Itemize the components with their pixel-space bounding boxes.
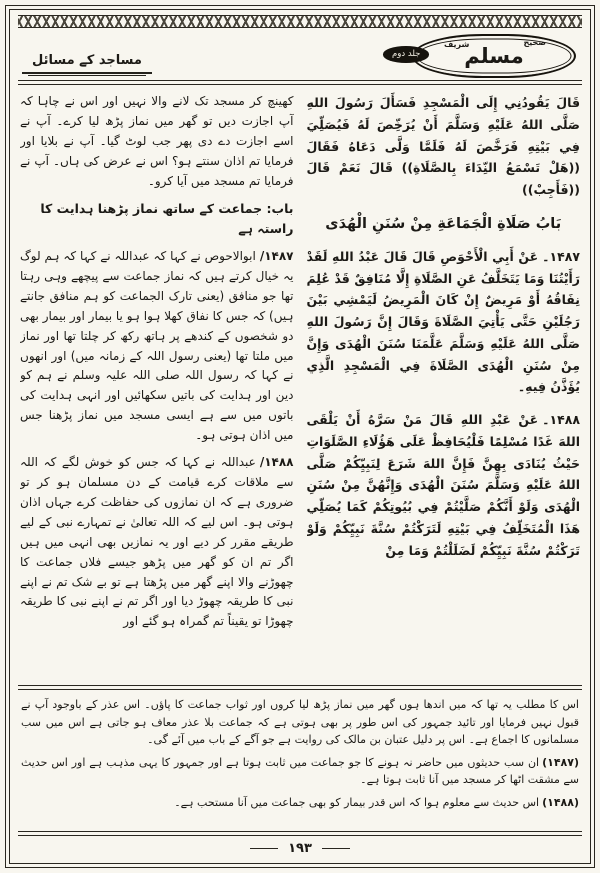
page-footer [18,837,582,859]
hadith-text: عَنْ أَبِي الْأَحْوَصِ قَالَ قَالَ عَبْدُ اللهِ لَقَدْ رَأَيْتُنَا وَمَا يَتَخَلَّفُ عَنِ الصَّلَاةِ إِلَّا مُنَافِقٌ قَدْ عُلِمَ نِفَاقُهُ أَوْ مَرِيضٌ إِنْ كَانَ الْمَرِيضُ لَيَمْشِي بَيْنَ رَجُلَيْنِ حَتَّى يَأْتِيَ الصَّلَاةَ وَقَالَ إِنَّ رَسُولَ اللهِ صَلَّى اللهُ عَلَيْهِ وَسَلَّمَ عَلَّمَنَا سُنَنَ الْهُدَى وَإِنَّ مِنْ سُنَنِ الْهُدَى الصَّلَاةَ فِي الْمَسْجِدِ الَّذِي يُؤَذَّنُ فِيهِ۔ [306,248,580,395]
footnote-number: (۱۴۸۸) [542,795,579,809]
footnote-text: اس حدیث سے معلوم ہوا کہ اس قدر بیمار کو بھی جماعت میں آنا مستحب ہے۔ [174,795,540,809]
urdu-intro-paragraph: کھینچ کر مسجد تک لانے والا نہیں اور اس نے چاہا کہ آپ اجازت دیں تو گھر میں نماز پڑھ لیا کرے۔ آپ نے اسے اجازت دے دی پھر جب لوٹ گیا۔ آپ نے بلایا اور فرمایا تم اذان سنتے ہو؟ اس نے عرض کی ہاں۔ آپ نے فرمایا تم مسجد میں آیا کرو۔ [20,94,294,188]
arabic-intro-paragraph: قَالَ يَقُودُنِي إِلَى الْمَسْجِدِ فَسَأَلَ رَسُولَ اللهِ صَلَّى اللهُ عَلَيْهِ وَسَلَّمَ أَنْ يُرَخِّصَ لَهُ فَيُصَلِّيَ فِي بَيْتِهِ فَرَخَّصَ لَهُ فَلَمَّا وَلَّى دَعَاهُ فَقَالَ ((هَلْ تَسْمَعُ النِّدَاءَ بِالصَّلَاةِ)) قَالَ نَعَمْ قَالَ ((فَأَجِبْ)) [306,95,580,197]
footnote-number: (۱۴۸۷) [542,755,579,769]
hadith-number: ۱۴۸۸۔ [542,412,580,428]
hadith-text: ابوالاحوص نے کہا کہ عبداللہ نے کہا کہ ہم لوگ یہ خیال کرتے ہیں کہ نماز جماعت سے پیچھے وہی رہتا تھا جو منافق (یعنی تارک الجماعت کو ہم منافق جانتے ہیں) کہ جس کا نفاق کھلا ہوا ہو یا بیمار اور بیمار بھی دو شخصوں کے کندھے پر ہاتھ رکھ کر چلتا تھا اور نماز میں ملتا تھا (یعنی رسول اللہ کے زمانہ میں) اور انھوں نے کہا کہ رسول اللہ صلی اللہ علیہ وسلم نے ہم کو دین اور ہدایت کی باتیں سکھائیں اور انہی ہدایت کی باتوں میں سے ہے ایسی مسجد میں نماز پڑھنا جس میں اذان ہوتی ہو۔ [20,249,294,443]
header-divider [18,80,582,85]
footnote [21,794,579,812]
logo-word-sharif: شریف [444,40,470,49]
logo-word-sahih: صحیح [523,38,546,47]
volume-badge: جلد دوم [383,46,429,63]
footnote-text: ان سب حدیثوں میں حاضر نہ ہونے کا جو جماعت میں ثابت ہوتا ہے اور جمہور کا یہی مذہب ہے اور اس حدیث سے مشقت اٹھا کر مسجد میں آنا ثابت ہوتا ہے۔ [21,755,579,787]
header-braid-ornament [18,15,582,28]
hadith-number: ۱۴۸۷۔ [542,248,580,264]
logo-cartouche [412,34,576,78]
page-number-ornament-left [322,848,350,849]
page-number-ornament-right [250,848,278,849]
hadith-urdu-1488 [20,453,294,632]
footnote-text: اس کا مطلب یہ تھا کہ میں اندھا ہوں گھر میں نماز پڑھ لیا کروں اور ثواب جماعت کا پاؤں۔ اس عذر کے باوجود آپ نے قبول نہیں فرمایا اور تائید جمہور کی اس طور پر بھی ہوتی ہے کہ جماعت بلا عذر معاف ہو جاتی ہے اس میں سب مسلمانوں کا اجماع ہے۔ اس پر دلیل عتبان بن مالک کی روایت ہے جو آگے کے باب میں آئے گی۔ [21,698,579,747]
hadith-arabic-1488 [307,409,581,561]
hadith-urdu-1487 [20,247,294,446]
main-content [18,86,582,684]
arabic-column [307,92,581,682]
footnotes-divider [18,685,582,690]
page-number: ۱۹۳ [288,840,312,856]
logo-title: مسلم [464,44,524,68]
book-logo [383,32,578,78]
inner-border [9,9,591,864]
hadith-text: عبداللہ نے کہا کہ جس کو خوش لگے کہ اللہ سے ملاقات کرے قیامت کے دن مسلمان ہو کر تو ضروری ہے کہ ان نمازوں کی حفاظت کرے جہاں اذان ہوتی ہو۔ اس لیے کہ اللہ تعالیٰ نے تمہارے نبی کے لیے طریقے مقرر کر دیے اور یہ نمازیں بھی انہی میں ہیں اگر تم ان کو گھر میں پڑھو جیسے فلاں جماعت کا چھوڑنے والا اپنے گھر میں پڑھتا ہے تو بے شک تم نے اپنے نبی کا طریقہ چھوڑ دیا اور اگر تم نے اپنے نبی کا طریقہ چھوڑا تو یقیناً تم گمراہ ہو گئے اور [20,455,294,629]
footnote [21,754,579,789]
chapter-heading-arabic: بَابُ صَلَاةِ الْجَمَاعَةِ مِنْ سُنَنِ الْهُدَى [325,215,562,232]
urdu-column [20,92,294,682]
footnote [21,696,579,749]
chapter-heading-urdu: باب: جماعت کے ساتھ نماز پڑھنا ہدایت کا راستہ ہے [40,200,294,237]
footnotes-section [18,691,582,830]
section-title: مساجد کے مسائل [32,52,142,68]
section-title-block [22,47,152,74]
hadith-arabic-1487 [307,246,581,398]
hadith-number: ۱۴۸۸/ [259,455,294,470]
outer-border [5,5,595,868]
hadith-number: ۱۴۸۷/ [259,249,294,264]
hadith-text: عَنْ عَبْدِ اللهِ قَالَ مَنْ سَرَّهُ أَنْ يَلْقَى اللهَ غَدًا مُسْلِمًا فَلْيُحَافِظْ عَلَى هَؤُلَاءِ الصَّلَوَاتِ حَيْثُ يُنَادَى بِهِنَّ فَإِنَّ اللهَ شَرَعَ لِنَبِيِّكُمْ صَلَّى اللهُ عَلَيْهِ وَسَلَّمَ سُنَنَ الْهُدَى وَإِنَّهُنَّ مِنْ سُنَنِ الْهُدَى وَلَوْ أَنَّكُمْ صَلَّيْتُمْ فِي بُيُوتِكُمْ كَمَا يُصَلِّي هَذَا الْمُتَخَلِّفُ فِي بَيْتِهِ لَتَرَكْتُمْ سُنَّةَ نَبِيِّكُمْ وَلَوْ تَرَكْتُمْ سُنَّةَ نَبِيِّكُمْ لَضَلَلْتُمْ وَمَا مِنْ [306,412,580,558]
bottom-divider [18,831,582,836]
page-header [18,31,582,79]
